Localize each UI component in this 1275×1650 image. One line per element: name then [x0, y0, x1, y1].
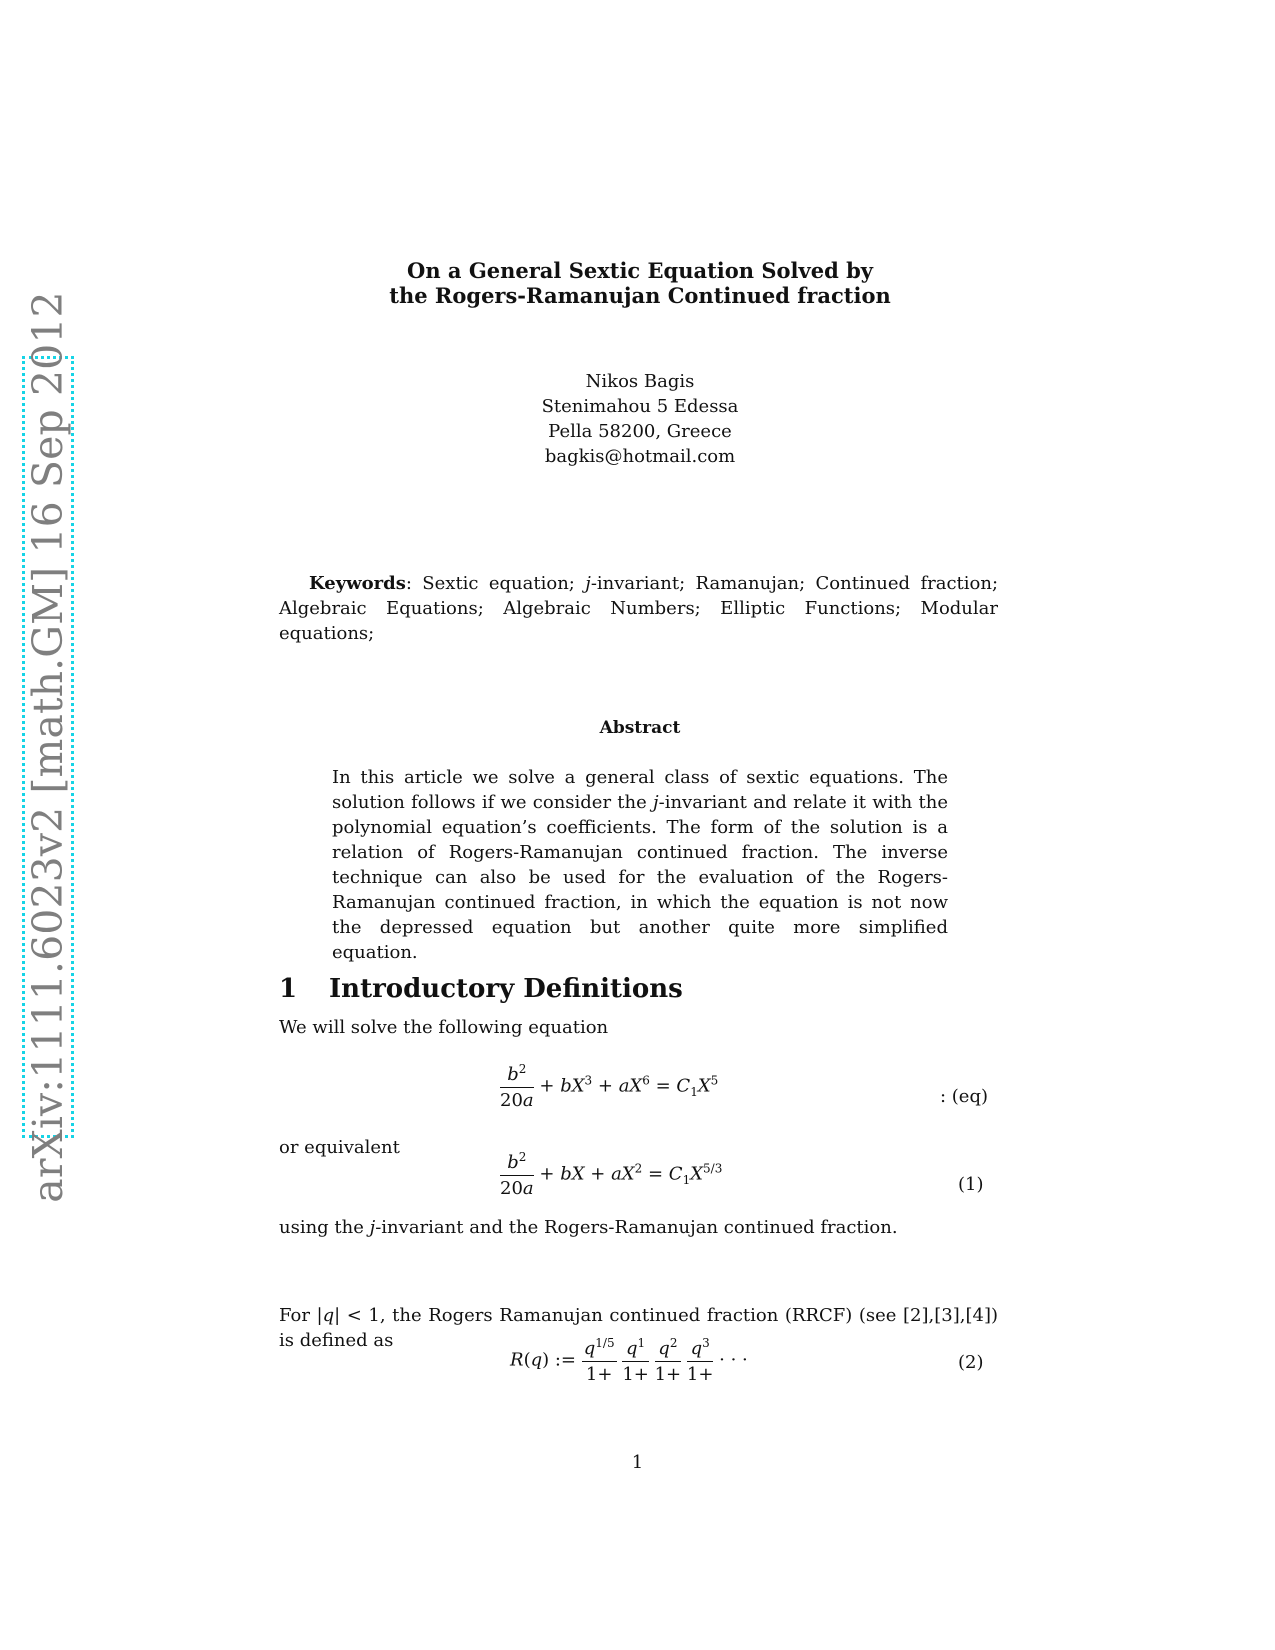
author-name: Nikos Bagis	[585, 371, 695, 392]
equation-1-label: (1)	[958, 1174, 984, 1195]
section-1-heading	[279, 974, 683, 1004]
rrcf-text-1: For |	[279, 1305, 323, 1326]
title-line-1: On a General Sextic Equation Solved by	[407, 258, 873, 283]
paper-title	[280, 258, 1000, 308]
arxiv-stamp-text: arXiv:1111.6023v2 [math.GM] 16 Sep 2012	[24, 291, 72, 1203]
page-number: 1	[631, 1452, 644, 1473]
abstract-text-2: -invariant and relate it with the polynomial equation’s coefficients. The form of the solution is a relation of Rogers-Ramanujan continued fraction. The inverse technique can also be used for the evaluation of the Rogers-Ramanujan continued fraction, in which the equation is not now the depressed equation but another quite more simplified equation.	[332, 792, 948, 963]
cf-term-3: $\frac{q^2}{1+}$	[654, 1336, 682, 1385]
cf-term-4: $\frac{q^3}{1+}$	[686, 1336, 714, 1385]
using-text-1: using the	[279, 1217, 370, 1238]
rrcf-q: q	[322, 1305, 335, 1326]
or-equivalent-text: or equivalent	[279, 1137, 400, 1158]
keywords-text-1: : Sextic equation;	[405, 573, 586, 594]
using-paragraph	[279, 1215, 998, 1240]
abstract-body	[332, 765, 948, 965]
section-number: 1	[279, 974, 298, 1004]
section-title: Introductory Definitions	[329, 974, 683, 1004]
author-address-2: Pella 58200, Greece	[548, 421, 732, 442]
fraction-b2-over-20a: $\frac{b^2}{20a}$	[500, 1062, 534, 1111]
rrcf-text-2: | < 1, the Rogers Ramanujan continued fraction (RRCF) (see [2],[3],[4]) is defined as	[279, 1305, 998, 1351]
equation-1: $\frac{b^2}{20a}$ + bX + $aX^2 = C_1X^{5/3}$	[500, 1150, 723, 1199]
keywords-label: Keywords	[309, 573, 406, 594]
cf-term-2: $\frac{q^1}{1+}$	[622, 1336, 649, 1385]
equation-2: R(q) := $\frac{q^{1/5}}{1+}$ $\frac{q^1}{1+}$ $\frac{q^2}{1+}$ $\frac{q^3}{1+}$ · · ·	[510, 1336, 748, 1385]
author-address-1: Stenimahou 5 Edessa	[541, 396, 739, 417]
intro-paragraph: We will solve the following equation	[279, 1017, 609, 1038]
equation-eq-label: : (eq)	[940, 1086, 989, 1107]
arxiv-stamp	[22, 291, 74, 1203]
equation-2-label: (2)	[958, 1352, 984, 1373]
title-line-2: the Rogers-Ramanujan Continued fraction	[389, 283, 891, 308]
abstract-text-1: In this article we solve a general class of sextic equations. The solution follows if we consider the	[332, 767, 948, 813]
author-block	[400, 369, 880, 469]
keywords-paragraph	[279, 571, 998, 646]
fraction-b2-over-20a-2: $\frac{b^2}{20a}$	[500, 1150, 534, 1199]
cf-term-1: $\frac{q^{1/5}}{1+}$	[583, 1336, 615, 1385]
keywords-text-2: -invariant; Ramanujan; Continued fraction; Algebraic Equations; Algebraic Numbers; Elliptic Functions; Modular equations;	[279, 573, 999, 644]
abstract-j: j	[653, 792, 659, 813]
equation-eq: $\frac{b^2}{20a}$ + $bX^3 + aX^6 = C_1X^5$	[500, 1062, 719, 1111]
keywords-j: j	[585, 573, 591, 594]
using-j: j	[369, 1217, 376, 1238]
abstract-heading: Abstract	[599, 718, 681, 738]
author-email: bagkis@hotmail.com	[544, 446, 736, 467]
using-text-2: -invariant and the Rogers-Ramanujan continued fraction.	[375, 1217, 898, 1238]
